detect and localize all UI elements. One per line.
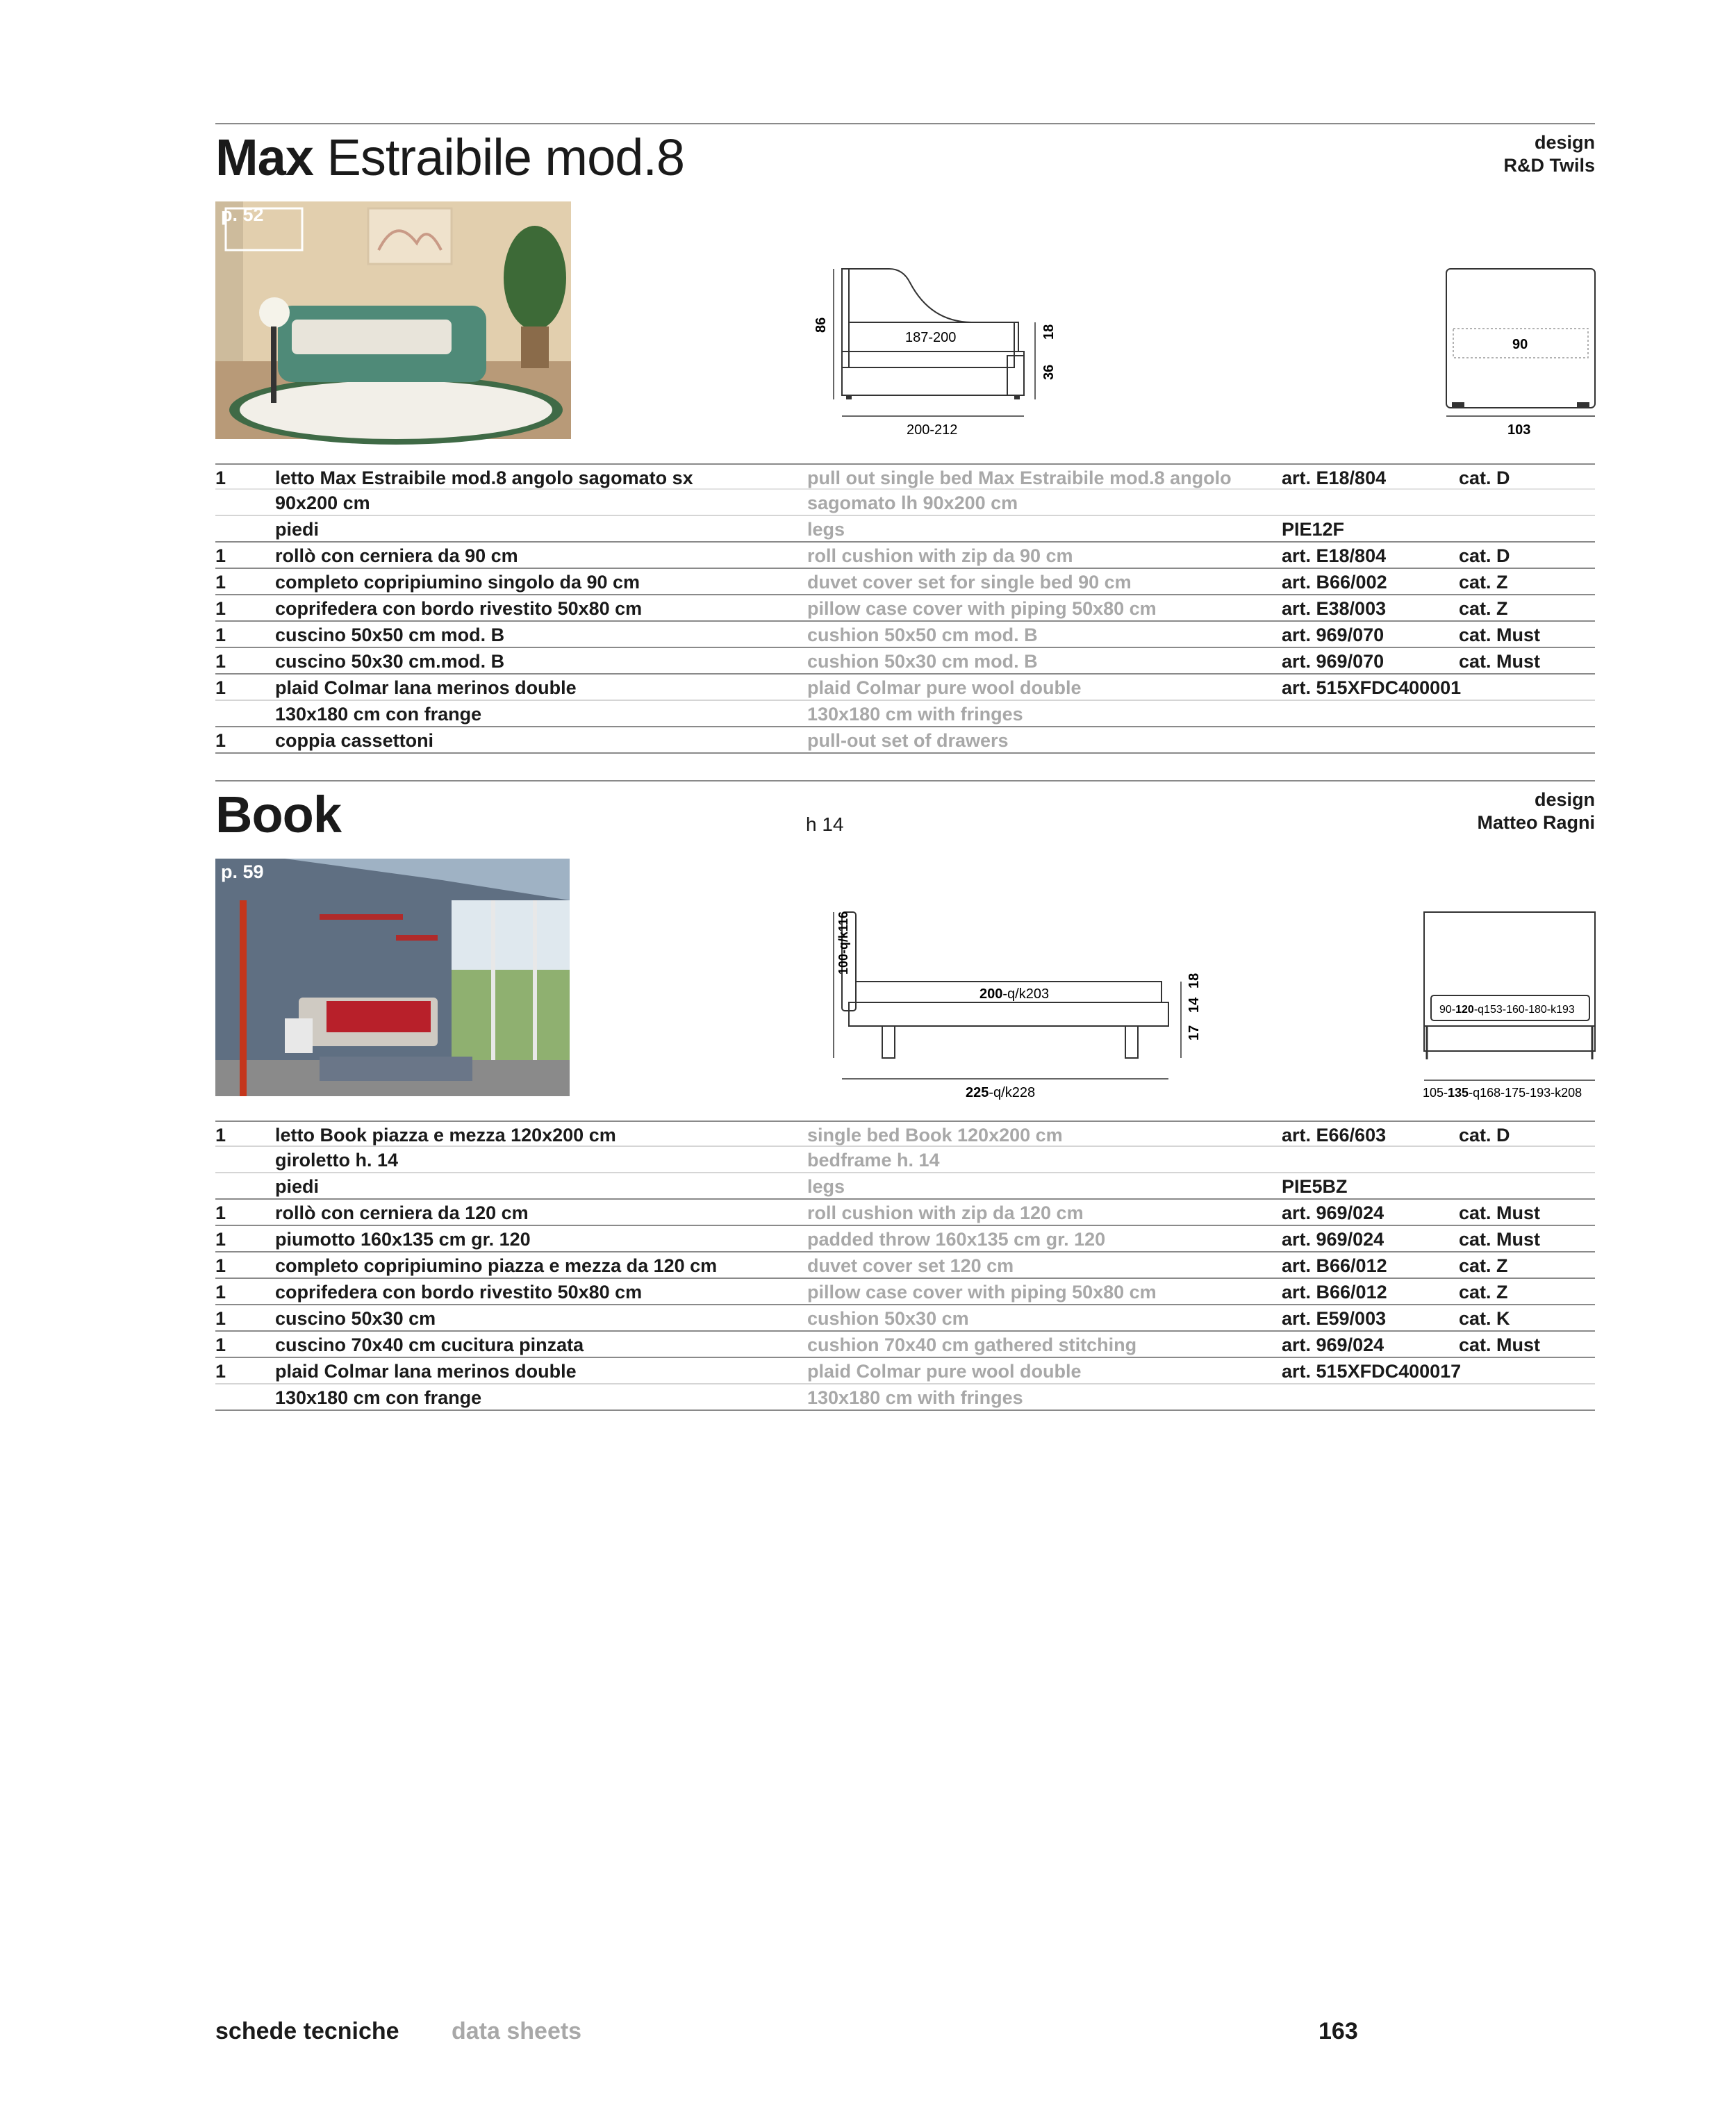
front-elevation-drawing [1431, 255, 1605, 436]
table-row [215, 1358, 1595, 1384]
row-item-it: letto Max Estraibile mod.8 angolo sagomato sx [275, 468, 693, 488]
row-item-it: coprifedera con bordo rivestito 50x80 cm [275, 1282, 643, 1303]
row-article: art. E18/804 [1282, 545, 1387, 566]
row-qty: 1 [215, 1125, 226, 1146]
row-item-it: 130x180 cm con frange [275, 1387, 482, 1408]
dim-mid: 14 [1187, 997, 1202, 1013]
dim-total [966, 1085, 1035, 1100]
row-item-en: 130x180 cm with fringes [807, 704, 1023, 725]
design-credit [1503, 131, 1595, 177]
row-qty: 1 [215, 651, 226, 672]
row-item-it: plaid Colmar lana merinos double [275, 677, 577, 698]
dim-length-bold: 200 [979, 986, 1003, 1002]
row-qty: 1 [215, 468, 226, 488]
row-category: cat. Z [1459, 1282, 1508, 1303]
design-label: design [1534, 132, 1595, 153]
row-item-en: duvet cover set 120 cm [807, 1255, 1014, 1276]
row-qty: 1 [215, 598, 226, 619]
bedroom-photo-illustration [215, 201, 571, 439]
row-category: cat. D [1459, 1125, 1510, 1146]
row-category: cat. Must [1459, 651, 1541, 672]
table-row [215, 675, 1595, 701]
row-item-en: plaid Colmar pure wool double [807, 1361, 1082, 1382]
row-article: art. B66/002 [1282, 572, 1387, 593]
table-row [215, 701, 1595, 727]
title-bold: Book [215, 786, 341, 843]
product-photo [215, 201, 571, 439]
row-qty: 1 [215, 1308, 226, 1329]
dim-length [979, 986, 1049, 1002]
dim-depth [1423, 1086, 1582, 1100]
row-qty: 1 [215, 1282, 226, 1303]
row-article: PIE5BZ [1282, 1176, 1348, 1197]
row-qty: 1 [215, 1255, 226, 1276]
table-row [215, 727, 1595, 754]
dim-depth-pre: 105- [1423, 1086, 1448, 1100]
dim-width-bold: 120 [1455, 1004, 1474, 1016]
product-photo [215, 859, 570, 1096]
row-category: cat. Must [1459, 625, 1541, 645]
subheading: h 14 [806, 813, 844, 835]
row-item-it: cuscino 50x30 cm [275, 1308, 436, 1329]
row-article: art. 969/024 [1282, 1334, 1384, 1355]
side-elevation-drawing [806, 898, 1202, 1100]
dim-depth-rest: -q168-175-193-k208 [1469, 1086, 1582, 1100]
dim-width-rest: -q153-160-180-k193 [1473, 1004, 1575, 1016]
dim-height: 100-q/k116 [836, 911, 850, 975]
designer-name: R&D Twils [1503, 155, 1595, 176]
dim-width: 90 [1512, 337, 1528, 352]
row-article: art. 515XFDC400001 [1282, 677, 1462, 698]
row-qty: 1 [215, 625, 226, 645]
title-light: Estraibile mod.8 [326, 129, 685, 186]
front-elevation-drawing [1410, 898, 1598, 1100]
row-article: art. 969/024 [1282, 1229, 1384, 1250]
page-number: 163 [1318, 2018, 1358, 2044]
row-item-it: letto Book piazza e mezza 120x200 cm [275, 1125, 616, 1146]
row-item-en: cushion 70x40 cm gathered stitching [807, 1334, 1137, 1355]
row-qty: 1 [215, 1334, 226, 1355]
dim-base: 17 [1187, 1025, 1202, 1041]
row-article: art. B66/012 [1282, 1282, 1387, 1303]
row-item-en: padded throw 160x135 cm gr. 120 [807, 1229, 1106, 1250]
designer-name: Matteo Ragni [1477, 812, 1595, 833]
product-title [215, 784, 341, 846]
row-item-en: pull-out set of drawers [807, 730, 1009, 751]
row-qty: 1 [215, 545, 226, 566]
table-row [215, 1332, 1595, 1358]
table-row [215, 569, 1595, 595]
row-item-en: roll cushion with zip da 90 cm [807, 545, 1073, 566]
page-reference: p. 52 [221, 204, 264, 225]
dim-top: 18 [1041, 324, 1057, 340]
row-item-en: pillow case cover with piping 50x80 cm [807, 1282, 1157, 1303]
dim-base: 36 [1041, 364, 1057, 380]
dim-total-bold: 225 [966, 1085, 989, 1100]
row-item-en: legs [807, 519, 845, 540]
dim-total-rest: -q/k228 [989, 1085, 1036, 1100]
table-row [215, 622, 1595, 648]
row-item-en: cushion 50x30 cm [807, 1308, 969, 1329]
dim-total: 200-212 [907, 422, 958, 438]
dim-top: 18 [1187, 973, 1202, 989]
table-row [215, 1279, 1595, 1305]
row-article: art. E59/003 [1282, 1308, 1387, 1329]
row-article: art. 969/070 [1282, 651, 1384, 672]
row-item-en: bedframe h. 14 [807, 1150, 940, 1171]
row-item-en: sagomato lh 90x200 cm [807, 493, 1018, 513]
row-item-it: cuscino 50x50 cm mod. B [275, 625, 505, 645]
design-credit [1477, 788, 1595, 834]
row-item-it: plaid Colmar lana merinos double [275, 1361, 577, 1382]
row-item-it: cuscino 70x40 cm cucitura pinzata [275, 1334, 584, 1355]
table-row [215, 1147, 1595, 1173]
product-title [215, 127, 684, 189]
table-row [215, 543, 1595, 569]
row-item-en: cushion 50x50 cm mod. B [807, 625, 1038, 645]
row-item-en: pillow case cover with piping 50x80 cm [807, 598, 1157, 619]
row-item-it: completo copripiumino piazza e mezza da 120 cm [275, 1255, 718, 1276]
row-item-it: rollò con cerniera da 120 cm [275, 1202, 529, 1223]
row-qty: 1 [215, 1361, 226, 1382]
row-item-en: legs [807, 1176, 845, 1197]
row-category: cat. Must [1459, 1202, 1541, 1223]
table-row [215, 516, 1595, 543]
row-article: PIE12F [1282, 519, 1345, 540]
row-item-en: 130x180 cm with fringes [807, 1387, 1023, 1408]
section-rule [215, 123, 1595, 124]
row-item-it: coprifedera con bordo rivestito 50x80 cm [275, 598, 643, 619]
row-category: cat. Must [1459, 1229, 1541, 1250]
row-category: cat. D [1459, 468, 1510, 488]
row-item-it: cuscino 50x30 cm.mod. B [275, 651, 505, 672]
row-category: cat. K [1459, 1308, 1510, 1329]
dim-width [1439, 1004, 1575, 1016]
table-row [215, 1384, 1595, 1411]
section-rule [215, 780, 1595, 782]
row-qty: 1 [215, 572, 226, 593]
row-item-en: cushion 50x30 cm mod. B [807, 651, 1038, 672]
dim-length-rest: -q/k203 [1002, 986, 1050, 1002]
row-item-en: duvet cover set for single bed 90 cm [807, 572, 1132, 593]
components-table [215, 1121, 1595, 1411]
table-row [215, 595, 1595, 622]
title-bold: Max [215, 129, 313, 186]
row-item-it: giroletto h. 14 [275, 1150, 399, 1171]
row-item-it: piedi [275, 519, 320, 540]
table-row [215, 490, 1595, 516]
footer-label-en: data sheets [452, 2018, 582, 2044]
row-item-en: plaid Colmar pure wool double [807, 677, 1082, 698]
row-article: art. E38/003 [1282, 598, 1387, 619]
dim-width-pre: 90- [1439, 1004, 1456, 1016]
table-row [215, 1121, 1595, 1147]
row-item-it: completo copripiumino singolo da 90 cm [275, 572, 640, 593]
row-article: art. 515XFDC400017 [1282, 1361, 1462, 1382]
design-label: design [1534, 789, 1595, 810]
footer-label-it: schede tecniche [215, 2018, 399, 2044]
row-category: cat. D [1459, 545, 1510, 566]
row-category: cat. Must [1459, 1334, 1541, 1355]
row-category: cat. Z [1459, 1255, 1508, 1276]
row-article: art. B66/012 [1282, 1255, 1387, 1276]
table-row [215, 1200, 1595, 1226]
row-article: art. E18/804 [1282, 468, 1387, 488]
row-item-en: single bed Book 120x200 cm [807, 1125, 1063, 1146]
row-item-it: 90x200 cm [275, 493, 370, 513]
row-item-it: piumotto 160x135 cm gr. 120 [275, 1229, 531, 1250]
row-article: art. 969/070 [1282, 625, 1384, 645]
table-row [215, 648, 1595, 675]
table-row [215, 1305, 1595, 1332]
row-item-it: 130x180 cm con frange [275, 704, 482, 725]
table-row [215, 1226, 1595, 1252]
row-item-en: pull out single bed Max Estraibile mod.8 angolo [807, 468, 1232, 488]
row-item-it: piedi [275, 1176, 320, 1197]
dim-depth: 103 [1507, 422, 1531, 438]
row-qty: 1 [215, 730, 226, 751]
row-qty: 1 [215, 1229, 226, 1250]
page-reference: p. 59 [221, 861, 264, 882]
table-row [215, 1252, 1595, 1279]
side-elevation-drawing [806, 255, 1195, 436]
row-category: cat. Z [1459, 598, 1508, 619]
row-article: art. E66/603 [1282, 1125, 1387, 1146]
table-row [215, 1173, 1595, 1200]
row-category: cat. Z [1459, 572, 1508, 593]
row-qty: 1 [215, 677, 226, 698]
bedroom-photo-illustration [215, 859, 570, 1096]
dim-height: 86 [813, 317, 829, 333]
components-table [215, 463, 1595, 754]
dim-length: 187-200 [905, 330, 957, 345]
row-item-it: rollò con cerniera da 90 cm [275, 545, 518, 566]
row-item-en: roll cushion with zip da 120 cm [807, 1202, 1084, 1223]
row-item-it: coppia cassettoni [275, 730, 434, 751]
row-qty: 1 [215, 1202, 226, 1223]
dim-depth-bold: 135 [1448, 1086, 1469, 1100]
table-row [215, 463, 1595, 490]
row-article: art. 969/024 [1282, 1202, 1384, 1223]
